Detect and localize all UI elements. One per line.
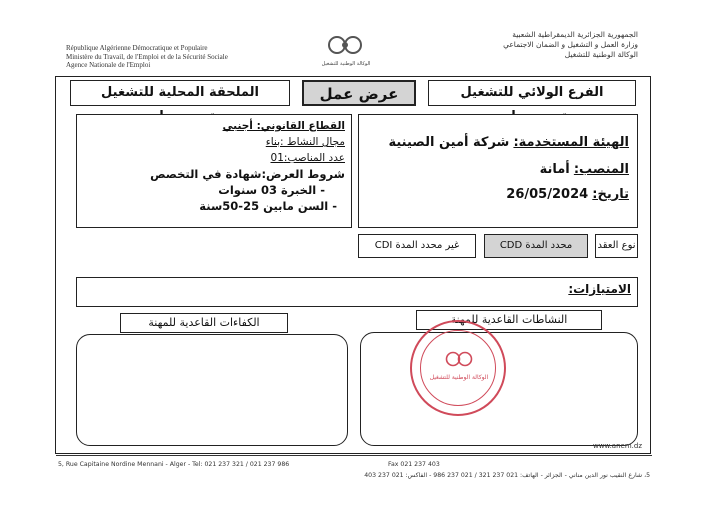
date-label: تاريخ: bbox=[592, 187, 629, 202]
basic-skills-header: الكفاءات القاعدية للمهنة bbox=[120, 313, 288, 333]
offer-title: عرض عمل bbox=[302, 80, 416, 106]
header-fr-line-3: Agence Nationale de l'Emploi bbox=[66, 61, 151, 69]
header-ar-line-2: وزارة العمل و التشغيل و الضمان الاجتماعي bbox=[503, 40, 638, 49]
footer-fax: Fax 021 237 403 bbox=[388, 461, 440, 468]
employer-line bbox=[388, 135, 629, 150]
anem-logo bbox=[318, 34, 374, 67]
employer-value: شركة أمين الصينية bbox=[388, 135, 510, 150]
basic-activities-header: النشاطات القاعدية للمهنة bbox=[416, 310, 602, 330]
positions-count: عدد المناصب:01 bbox=[270, 152, 345, 164]
post-line bbox=[540, 162, 629, 177]
logo-caption: الوكالة الوطنية للتشغيل bbox=[321, 61, 371, 67]
stamp-logo-icon bbox=[442, 350, 476, 368]
header-fr-line-1: République Algérienne Démocratique et Populaire bbox=[66, 44, 208, 52]
regional-branch-title: الفرع الولائي للتشغيل bbox=[428, 80, 636, 106]
header-french bbox=[66, 44, 228, 70]
header-fr-line-2: Ministère du Travail, de l'Emploi et de la Sécurité Sociale bbox=[66, 52, 228, 61]
legal-sector: القطاع القانوني: أجنبي bbox=[222, 120, 345, 132]
header-ar-line-3: الوكالة الوطنية للتشغيل bbox=[564, 50, 638, 59]
details-box bbox=[76, 114, 352, 228]
age-requirement: - السن مابين 25-50سنة bbox=[199, 199, 337, 213]
basic-skills-area bbox=[76, 334, 348, 446]
header-ar-line-1: الجمهورية الجزائرية الديمقراطية الشعبية bbox=[512, 30, 638, 39]
official-stamp bbox=[410, 320, 506, 416]
employer-box bbox=[358, 114, 638, 228]
employer-label: الهيئة المستخدمة: bbox=[513, 135, 629, 150]
privileges-box bbox=[76, 277, 638, 307]
local-annex-title: الملحقة المحلية للتشغيل bbox=[70, 80, 290, 106]
contract-cdd-option: محدد المدة CDD bbox=[484, 234, 588, 258]
contract-type-label: نوع العقد bbox=[595, 234, 638, 258]
offer-conditions: شروط العرض:شهادة في التخصص bbox=[150, 167, 345, 181]
privileges-label: الامتيازات: bbox=[568, 282, 631, 296]
date-line bbox=[506, 187, 629, 202]
activity-field: مجال النشاط :بناء bbox=[265, 136, 345, 148]
contract-cdi-option: غير محدد المدة CDI bbox=[358, 234, 476, 258]
experience-requirement: - الخبرة 03 سنوات bbox=[218, 183, 325, 197]
website: www.anem.dz bbox=[593, 442, 642, 450]
date-value: 26/05/2024 bbox=[506, 187, 589, 202]
header-arabic bbox=[503, 30, 638, 60]
post-label: المنصب: bbox=[573, 162, 629, 177]
stamp-text: الوكالة الوطنية للتشغيل bbox=[429, 374, 489, 381]
footer-arabic-address: 5، شارع النقيب نور الدين مناني - الجزائر - الهاتف: 021 237 321 / 021 237 986 - الفاكس: 021 237 403 bbox=[364, 472, 650, 479]
details-list bbox=[150, 118, 345, 214]
footer-french-address: 5, Rue Capitaine Nordine Mennani - Alger - Tel: 021 237 321 / 021 237 986 bbox=[58, 461, 290, 468]
anem-logo-icon bbox=[323, 34, 369, 56]
post-value: أمانة bbox=[539, 162, 570, 177]
footer-divider bbox=[56, 455, 652, 456]
